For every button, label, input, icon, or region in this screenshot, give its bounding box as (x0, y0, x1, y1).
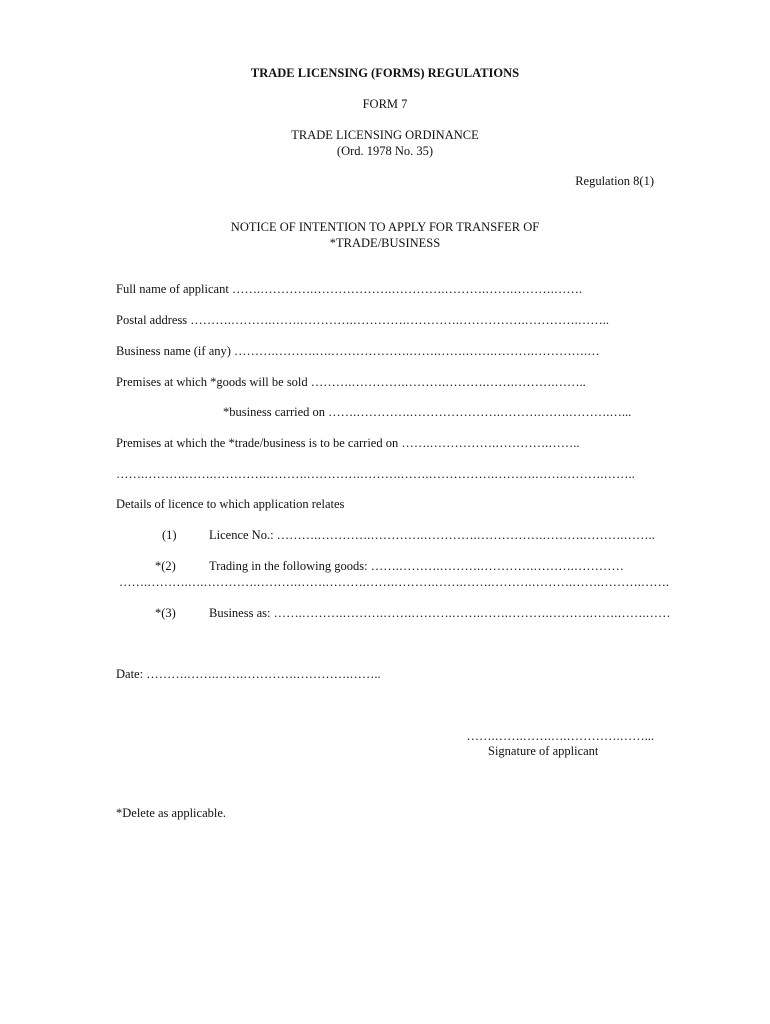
ordinance-reference: (Ord. 1978 No. 35) (336, 144, 434, 158)
licence-details-heading: Details of licence to which application relates (116, 497, 345, 511)
licence-item-number: *(2) (155, 559, 176, 573)
notice-title-line2: *TRADE/BUSINESS (329, 236, 441, 250)
trading-goods-field: Trading in the following goods: …….……….……….………….……….………… (209, 559, 624, 573)
notice-title-line1: NOTICE OF INTENTION TO APPLY FOR TRANSFER OF (230, 220, 540, 234)
regulation-reference: Regulation 8(1) (575, 174, 654, 188)
business-as-field: Business as: …….……….……….…….……….…….…….……….……….…….…….…… (209, 606, 671, 620)
date-field: Date: ……….…….…….………….………….…….. (116, 667, 381, 681)
full-name-field: Full name of applicant …….………….……………….………….……….…….……….……. (116, 282, 582, 296)
signature-label: Signature of applicant (488, 744, 599, 758)
trading-goods-continuation: …….……….….………….……….…….……….…….……….…….…….……….……….…….……….……. (119, 575, 669, 589)
postal-address-field: Postal address ……….……….…….………….………….………….…………….………….…….. (116, 313, 610, 327)
premises-trade-field: Premises at which the *trade/business is to be carried on …….…………….………….…….. (116, 436, 580, 450)
licence-item-number: (1) (162, 528, 177, 542)
delete-note: *Delete as applicable. (116, 806, 227, 820)
licence-item-number: *(3) (155, 606, 176, 620)
regulations-title: TRADE LICENSING (FORMS) REGULATIONS (250, 66, 520, 80)
form-number: FORM 7 (362, 97, 408, 111)
blank-line-field: …….……….…….………….……….………….……….…….…………….……….…….……….…….. (116, 467, 635, 481)
ordinance-title: TRADE LICENSING ORDINANCE (291, 128, 479, 142)
licence-number-field: Licence No.: ……….………….………….………….…………….……….……….…….. (209, 528, 655, 542)
premises-goods-field: Premises at which *goods will be sold ……….………….……….……….…….……….…….. (116, 375, 586, 389)
premises-business-field: *business carried on …….………….………………….……….…….……….…... (223, 405, 632, 419)
business-name-field: Business name (if any) ……….……….….……………….…….…….…….……….………….… (116, 344, 600, 358)
signature-line: …….…….…….….………….……... (466, 729, 654, 743)
